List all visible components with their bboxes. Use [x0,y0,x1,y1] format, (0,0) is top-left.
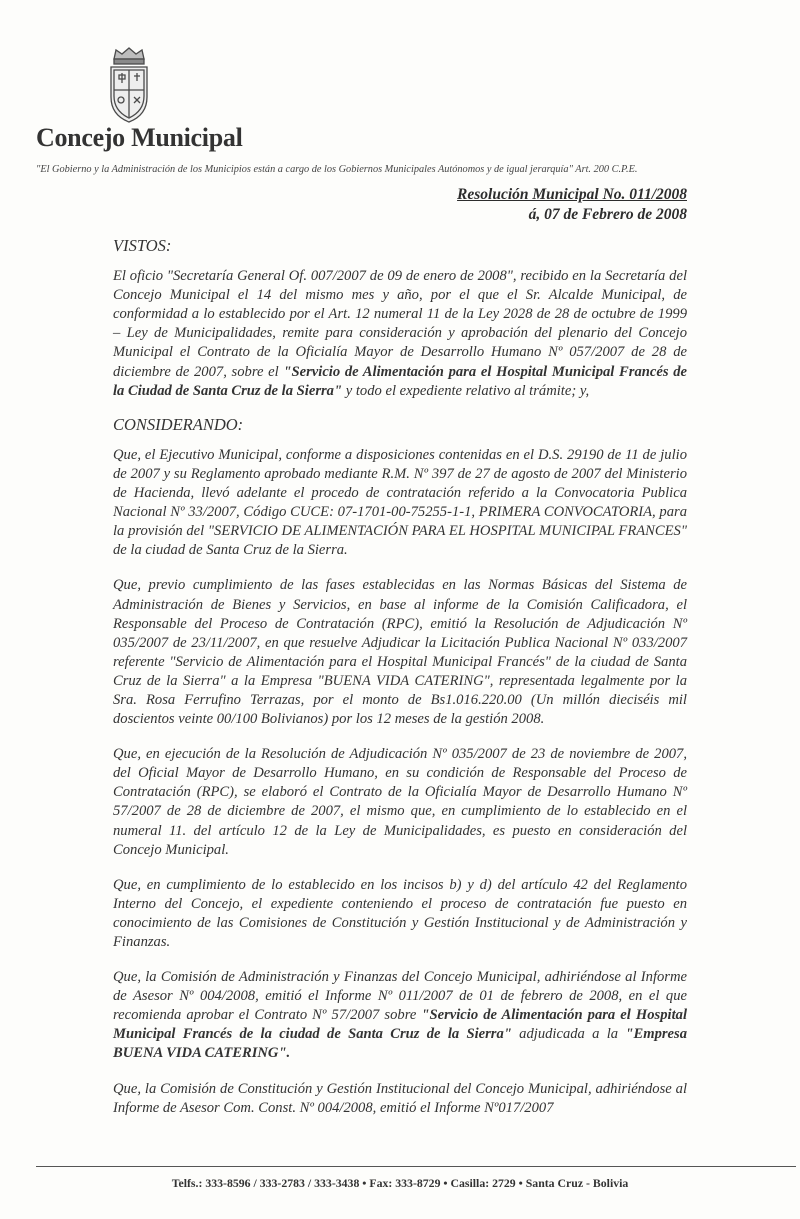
p5-text-c: adjudicada a la [511,1026,626,1043]
org-name: Concejo Municipal [36,123,243,152]
p5-text-bold: "Servicio de Alimentación para el Hospital Municipal Francés de la ciudad de Santa Cruz de la Sierra" [113,1007,687,1043]
vistos-text-a: El oficio "Secretaría General Of. 007/2007 de 09 de enero de 2008", recibido en la Secretaría del Concejo Municipal el 14 del mismo mes y año, por el que el Sr. Alcalde Municipal, de conformidad a lo establecido por el Art. 12 numeral 11 de la Ley 2028 de 28 de octubre de 1999 – Ley de Municipalidades, remite para consideración y aprobación del plenario del Concejo Municipal el Contrato de la Oficialía Mayor de Desarrollo Humano Nº 057/2007 de 28 de diciembre de 2007, sobre el [113,268,687,380]
vistos-text-c: y todo el expediente relativo al trámite; y, [342,382,590,399]
considerando-paragraph-5 [113,968,687,1063]
municipal-coat-of-arms-icon [106,45,152,125]
considerando-paragraph-6: Que, la Comisión de Constitución y Gestión Institucional del Concejo Municipal, adhiriéndose al Informe de Asesor Com. Const. Nº 004/2008, emitió el Informe Nº017/2007 [113,1080,687,1116]
resolution-number: Resolución Municipal No. 011/2008 [457,186,687,203]
footer-divider [36,1166,796,1167]
p5-text-a: Que, la Comisión de Administración y Finanzas del Concejo Municipal, adhiriéndose al Informe de Asesor Nº 004/2008, emitió el Informe Nº 011/2007 de 01 de febrero de 2008, en el que recomienda aprobar el Contrato Nº 57/2007 sobre [113,969,687,1024]
document-body [113,232,687,1134]
constitutional-motto: "El Gobierno y la Administración de los Municipios están a cargo de los Gobiernos Municipales Autónomos y de igual jerarquía" Art. 200 C.P.E. [36,164,638,175]
considerando-paragraph-2: Que, previo cumplimiento de las fases establecidas en las Normas Básicas del Sistema de Administración de Bienes y Servicios, en base al informe de la Comisión Calificadora, el Responsable del Proceso de Contratación (RPC), emitió la Resolución de Adjudicación Nº 035/2007 de 23/11/2007, en que resuelve Adjudicar la Licitación Publica Nacional Nº 033/2007 referente "Servicio de Alimentación para el Hospital Municipal Francés" de la ciudad de Santa Cruz de la Sierra" a la Empresa "BUENA VIDA CATERING", representada legalmente por la Sra. Rosa Ferrufino Terrazas, por el monto de Bs1.016.220.00 (Un millón dieciséis mil doscientos veinte 00/100 Bolivianos) por los 12 meses de la gestión 2008. [113,577,687,728]
vistos-text-bold: "Servicio de Alimentación para el Hospital Municipal Francés de la Ciudad de Santa Cruz de la Sierra" [113,363,688,399]
considerando-paragraph-3: Que, en ejecución de la Resolución de Adjudicación Nº 035/2007 de 23 de noviembre de 2007, del Oficial Mayor de Desarrollo Humano, en su condición de Responsable del Proceso de Contratación (RPC), se elaboró el Contrato de la Oficialía Mayor de Desarrollo Humano Nº 57/2007 de 28 de diciembre de 2007, el mismo que, en cumplimiento de lo establecido en el numeral 11. del artículo 12 de la Ley de Municipalidades, es puesto en consideración del Concejo Municipal. [113,746,687,858]
vistos-paragraph [113,267,687,401]
considerando-heading: CONSIDERANDO: [113,414,244,434]
vistos-heading: VISTOS: [113,236,172,255]
considerando-paragraph-4: Que, en cumplimiento de lo establecido en los incisos b) y d) del artículo 42 del Reglamento Interno del Concejo, el expediente conteniendo el proceso de contratación fue puesto en conocimiento de las Comisiones de Constitución y Gestión Institucional y de Administración y Finanzas. [113,876,687,950]
footer-contact: Telfs.: 333-8596 / 333-2783 / 333-3438 • Fax: 333-8729 • Casilla: 2729 • Santa Cruz - Bolivia [171,1176,629,1190]
resolution-date: á, 07 de Febrero de 2008 [528,206,687,223]
p5-text-company: "Empresa BUENA VIDA CATERING". [113,1026,687,1062]
considerando-paragraph-1: Que, el Ejecutivo Municipal, conforme a disposiciones contenidas en el D.S. 29190 de 11 de julio de 2007 y su Reglamento aprobado mediante R.M. Nº 397 de 27 de agosto de 2007 del Ministerio de Hacienda, llevó adelante el procedo de contratación referido a la Convocatoria Publica Nacional Nº 33/2007, Código CUCE: 07-1701-00-75255-1-1, PRIMERA CONVOCATORIA, para la provisión del "SERVICIO DE ALIMENTACIÓN PARA EL HOSPITAL MUNICIPAL FRANCES" de la ciudad de Santa Cruz de la Sierra. [113,446,687,559]
